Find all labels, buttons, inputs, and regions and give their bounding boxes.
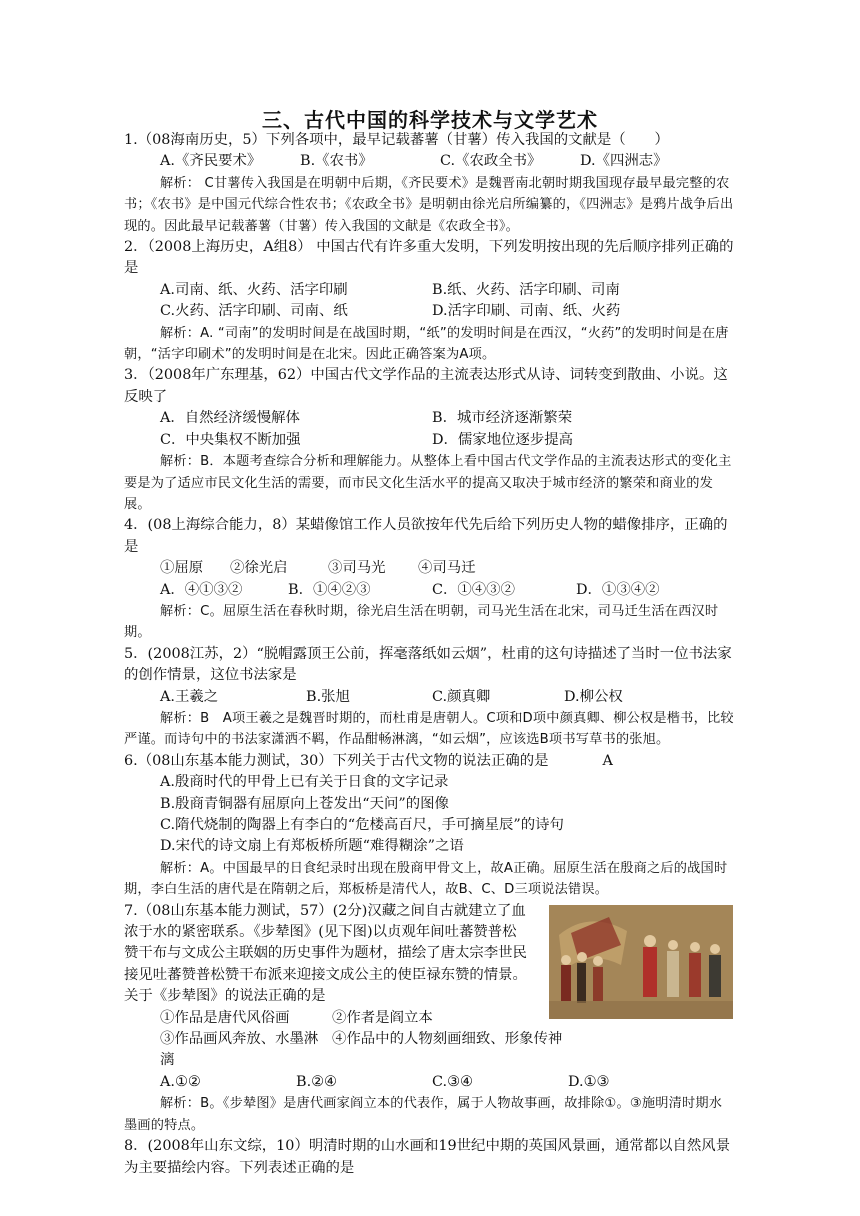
option-d: D.柳公权 — [564, 688, 623, 705]
statement-2: ②作者是阎立本 — [332, 1009, 433, 1026]
option-b: B．①④②③ — [288, 581, 371, 598]
statement-4: ④作品中的人物刻画细致、形象传神 — [332, 1031, 563, 1048]
option-b: B．城市经济逐渐繁荣 — [432, 410, 573, 427]
question-8-stem: 8．(2008年山东文综，10）明清时期的山水画和19世纪中期的英国风景画，通常都以自然风景为主要描绘内容。下列表述正确的是 — [124, 1138, 731, 1176]
question-5-explanation: 解析：B A项王羲之是魏晋时期的，而杜甫是唐朝人。C项和D项中颜真卿、柳公权是楷书，比较严谨。而诗句中的书法家潇洒不羁，作品酣畅淋漓，“如云烟”，应该选B项书写草书的张旭。 — [124, 710, 734, 748]
question-6-answer: A — [602, 752, 613, 769]
person-4: ④司马迁 — [418, 560, 476, 577]
option-d: D．儒家地位逐步提高 — [432, 431, 574, 448]
question-2-stem: 2．（2008上海历史，A组8） 中国古代有许多重大发明，下列发明按出现的先后顺序排列正确的是 — [124, 239, 734, 277]
option-a: A．自然经济缓慢解体 — [160, 410, 300, 427]
option-d: D.活字印刷、司南、纸、火药 — [432, 303, 621, 320]
question-4-explanation: 解析：C。屈原生活在春秋时期，徐光启生活在明朝，司马光生活在北宋，司马迁生活在西汉时期。 — [124, 603, 719, 641]
option-c: C.《农政全书》 — [440, 153, 542, 170]
question-3-explanation: 解析：B．本题考查综合分析和理解能力。从整体上看中国古代文学作品的主流表达形式的变化主要是为了适应市民文化生活的需要，而市民文化生活水平的提高又取决于城市经济的繁荣和商业的发展。 — [124, 454, 732, 512]
option-b: B.张旭 — [306, 688, 350, 705]
person-1: ①屈原 — [160, 560, 204, 577]
option-b: B.纸、火药、活字印刷、司南 — [432, 281, 620, 298]
question-7-stem: 7.（08山东基本能力测试，57）(2分)汉藏之间自古就建立了血浓于水的紧密联系。《步辇图》(见下图)以贞观年间吐蕃赞普松赞干布与文成公主联姻的历史事件为题材，描绘了唐太宗李世民接见吐蕃赞普松赞干布派来迎接文成公主的使臣禄东赞的情景。关于《步辇图》的说法正确的是 — [124, 902, 527, 1005]
question-6-option-a: A.殷商时代的甲骨上已有关于日食的文字记录 — [160, 774, 449, 791]
statement-3: ③作品画风奔放、水墨淋漓 — [160, 1031, 319, 1069]
option-a: A.《齐民要术》 — [160, 153, 262, 170]
bunian-tu-painting-image — [549, 905, 733, 1019]
option-a: A．④①③② — [160, 581, 243, 598]
page-title: 三、古代中国的科学技术与文学艺术 — [262, 108, 598, 132]
question-7-explanation: 解析：B。《步辇图》是唐代画家阎立本的代表作，属于人物故事画，故排除①。③施明清时期水墨画的特点。 — [124, 1096, 723, 1133]
question-6-text: 6.（08山东基本能力测试，30）下列关于古代文物的说法正确的是 — [124, 752, 549, 769]
option-d: D．①③④② — [576, 581, 660, 598]
person-2: ②徐光启 — [230, 560, 288, 577]
question-6-stem — [124, 751, 734, 772]
option-a: A.①② — [160, 1073, 201, 1090]
option-a: A.王羲之 — [160, 688, 219, 705]
option-b: B.《农书》 — [300, 153, 373, 170]
option-d: D.《四洲志》 — [580, 153, 668, 170]
question-1-stem: 1.（08海南历史，5）下列各项中，最早记载蕃薯（甘薯）传入我国的文献是（ ） — [124, 132, 669, 148]
question-6-explanation: 解析：A。中国最早的日食纪录时出现在殷商甲骨文上，故A正确。屈原生活在殷商之后的战国时期，李白生活的唐代是在隋朝之后，郑板桥是清代人，故B、C、D三项说法错误。 — [124, 860, 728, 898]
question-6-option-c: C.隋代烧制的陶器上有李白的“危楼高百尺，手可摘星辰”的诗句 — [160, 817, 564, 833]
question-3-options-row2 — [124, 430, 734, 451]
option-c: C.③④ — [432, 1073, 473, 1090]
question-list — [124, 130, 734, 1179]
question-1-options — [124, 151, 734, 172]
question-2-options-row1 — [124, 280, 734, 301]
option-d: D.①③ — [568, 1073, 610, 1090]
question-4-stem: 4．(08上海综合能力，8）某蜡像馆工作人员欲按年代先后给下列历史人物的蜡像排序，正确的是 — [124, 517, 728, 555]
question-1-explanation: 解析： C甘薯传入我国是在明朝中后期，《齐民要术》是魏晋南北朝时期我国现存最早最完整的农书；《农书》是中国元代综合性农书；《农政全书》是明朝由徐光启所编纂的，《四洲志》是鸦片战争后出现的。因此最早记载蕃薯（甘薯）传入我国的文献是《农政全书》。 — [124, 175, 734, 234]
question-4-options — [124, 580, 734, 601]
question-6-option-b: B.殷商青铜器有屈原向上苍发出“天问”的图像 — [160, 795, 449, 812]
question-7-block — [124, 901, 734, 1136]
question-5-stem: 5．(2008江苏，2）“脱帽露顶王公前，挥毫落纸如云烟”，杜甫的这句诗描述了当时一位书法家的创作情景，这位书法家是 — [124, 645, 732, 684]
option-c: C.火药、活字印刷、司南、纸 — [160, 303, 348, 320]
question-5-options — [124, 687, 734, 708]
option-c: C.颜真卿 — [432, 688, 491, 705]
question-2-options-row2 — [124, 301, 734, 322]
question-7-options — [124, 1072, 734, 1093]
question-3-options-row1 — [124, 408, 734, 429]
statement-1: ①作品是唐代风俗画 — [160, 1009, 290, 1026]
person-3: ③司马光 — [328, 560, 386, 577]
option-c: C．中央集权不断加强 — [160, 431, 301, 448]
question-2-explanation: 解析：A. “司南”的发明时间是在战国时期，“纸”的发明时间是在西汉，“火药”的发明时间是在唐朝，“活字印刷术”的发明时间是在北宋。因此正确答案为A项。 — [124, 325, 729, 363]
question-7-statements-row2 — [124, 1029, 734, 1072]
option-a: A.司南、纸、火药、活字印刷 — [160, 281, 348, 298]
question-3-stem: 3．（2008年广东理基，62）中国古代文学作品的主流表达形式从诗、词转变到散曲、小说。这反映了 — [124, 367, 728, 405]
option-b: B.②④ — [296, 1073, 337, 1090]
option-c: C．①④③② — [432, 581, 515, 598]
question-4-people — [124, 558, 734, 579]
question-6-option-d: D.宋代的诗文扇上有郑板桥所题“难得糊涂”之语 — [160, 838, 464, 855]
